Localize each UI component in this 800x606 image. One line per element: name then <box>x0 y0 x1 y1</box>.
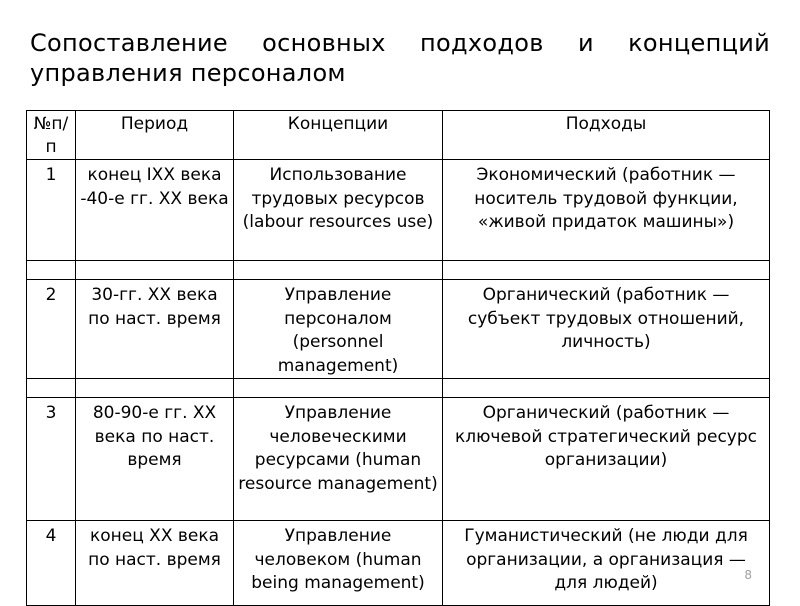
header-period: Период <box>76 111 234 160</box>
row-concept: Управление человеком (human being management) <box>234 521 443 606</box>
header-approaches: Подходы <box>443 111 770 160</box>
row-period: конец XX века по наст. время <box>76 521 234 606</box>
row-num: 1 <box>27 160 76 261</box>
header-num: №п/п <box>27 111 76 160</box>
row-approach: Гуманистический (не люди для организации, а организация — для людей) <box>443 521 770 606</box>
title-line-1: Сопоставление основных подходов и концепций <box>30 29 770 57</box>
row-period: 30-гг. XX века по наст. время <box>76 280 234 379</box>
page-title <box>30 28 770 88</box>
row-approach: Органический (работник — ключевой стратегический ресурс организации) <box>443 398 770 521</box>
table-header-row <box>27 111 770 160</box>
row-concept: Использование трудовых ресурсов (labour resources use) <box>234 160 443 261</box>
table-spacer-row <box>27 379 770 398</box>
row-concept: Управление персоналом (personnel management) <box>234 280 443 379</box>
table-row <box>27 160 770 261</box>
row-period: конец IXX века -40-е гг. XX века <box>76 160 234 261</box>
comparison-table <box>26 110 770 606</box>
page-number: 8 <box>744 568 752 582</box>
row-concept: Управление человеческими ресурсами (human resource management) <box>234 398 443 521</box>
table-spacer-row <box>27 261 770 280</box>
row-num: 3 <box>27 398 76 521</box>
row-num: 4 <box>27 521 76 606</box>
row-num: 2 <box>27 280 76 379</box>
row-approach: Экономический (работник — носитель трудовой функции, «живой придаток машины») <box>443 160 770 261</box>
table-row <box>27 521 770 606</box>
header-concepts: Концепции <box>234 111 443 160</box>
table-row <box>27 280 770 379</box>
table-row <box>27 398 770 521</box>
row-period: 80-90-е гг. XX века по наст. время <box>76 398 234 521</box>
row-approach: Органический (работник — субъект трудовых отношений, личность) <box>443 280 770 379</box>
title-line-2: управления персоналом <box>30 59 346 87</box>
